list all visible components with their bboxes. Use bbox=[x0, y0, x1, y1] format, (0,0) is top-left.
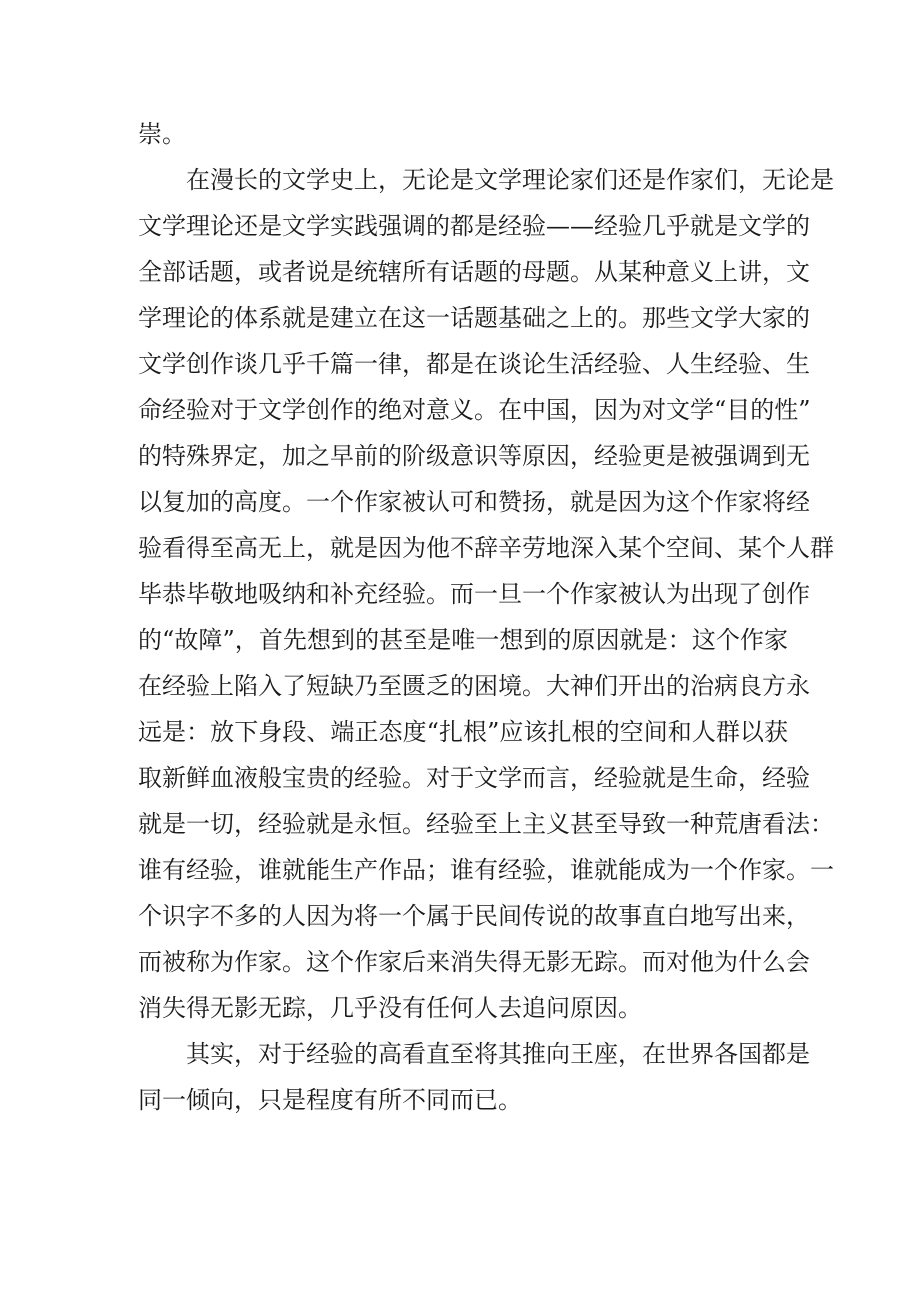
document-body bbox=[138, 111, 834, 1123]
text-line: 全部话题，或者说是统辖所有话题的母题。从某种意义上讲，文 bbox=[138, 258, 810, 286]
text-line: 命经验对于文学创作的绝对意义。在中国，因为对文学“目的性” bbox=[138, 396, 811, 424]
text-line: 文学理论还是文学实践强调的都是经验——经验几乎就是文学的 bbox=[138, 212, 810, 240]
text-line: 其实，对于经验的高看直至将其推向王座，在世界各国都是 bbox=[186, 1040, 810, 1068]
text-line: 以复加的高度。一个作家被认可和赞扬，就是因为这个作家将经 bbox=[138, 488, 810, 516]
text-line: 毕恭毕敬地吸纳和补充经验。而一旦一个作家被认为出现了创作 bbox=[138, 580, 810, 608]
text-line: 谁有经验，谁就能生产作品；谁有经验，谁就能成为一个作家。一 bbox=[138, 856, 834, 884]
text-line: 取新鲜血液般宝贵的经验。对于文学而言，经验就是生命，经验 bbox=[138, 764, 810, 792]
text-line: 远是：放下身段、端正态度“扎根”应该扎根的空间和人群以获 bbox=[138, 718, 788, 746]
text-line: 的“故障”，首先想到的甚至是唯一想到的原因就是：这个作家 bbox=[138, 626, 788, 654]
paragraph-continuation bbox=[138, 111, 788, 157]
paragraph-experience bbox=[138, 157, 834, 1031]
paragraph-worldwide bbox=[138, 1031, 810, 1123]
text-line: 就是一切，经验就是永恒。经验至上主义甚至导致一种荒唐看法： bbox=[138, 810, 834, 838]
text-line: 的特殊界定，加之早前的阶级意识等原因，经验更是被强调到无 bbox=[138, 442, 810, 470]
text-line: 在漫长的文学史上，无论是文学理论家们还是作家们，无论是 bbox=[186, 166, 834, 194]
text-line: 崇。 bbox=[138, 120, 186, 148]
text-line: 消失得无影无踪，几乎没有任何人去追问原因。 bbox=[138, 994, 642, 1022]
text-line: 验看得至高无上，就是因为他不辞辛劳地深入某个空间、某个人群 bbox=[138, 534, 834, 562]
text-line: 在经验上陷入了短缺乃至匮乏的困境。大神们开出的治病良方永 bbox=[138, 672, 810, 700]
text-line: 学理论的体系就是建立在这一话题基础之上的。那些文学大家的 bbox=[138, 304, 810, 332]
text-line: 同一倾向，只是程度有所不同而已。 bbox=[138, 1086, 522, 1114]
text-line: 而被称为作家。这个作家后来消失得无影无踪。而对他为什么会 bbox=[138, 948, 810, 976]
text-line: 个识字不多的人因为将一个属于民间传说的故事直白地写出来， bbox=[138, 902, 810, 930]
text-line: 文学创作谈几乎千篇一律，都是在谈论生活经验、人生经验、生 bbox=[138, 350, 810, 378]
